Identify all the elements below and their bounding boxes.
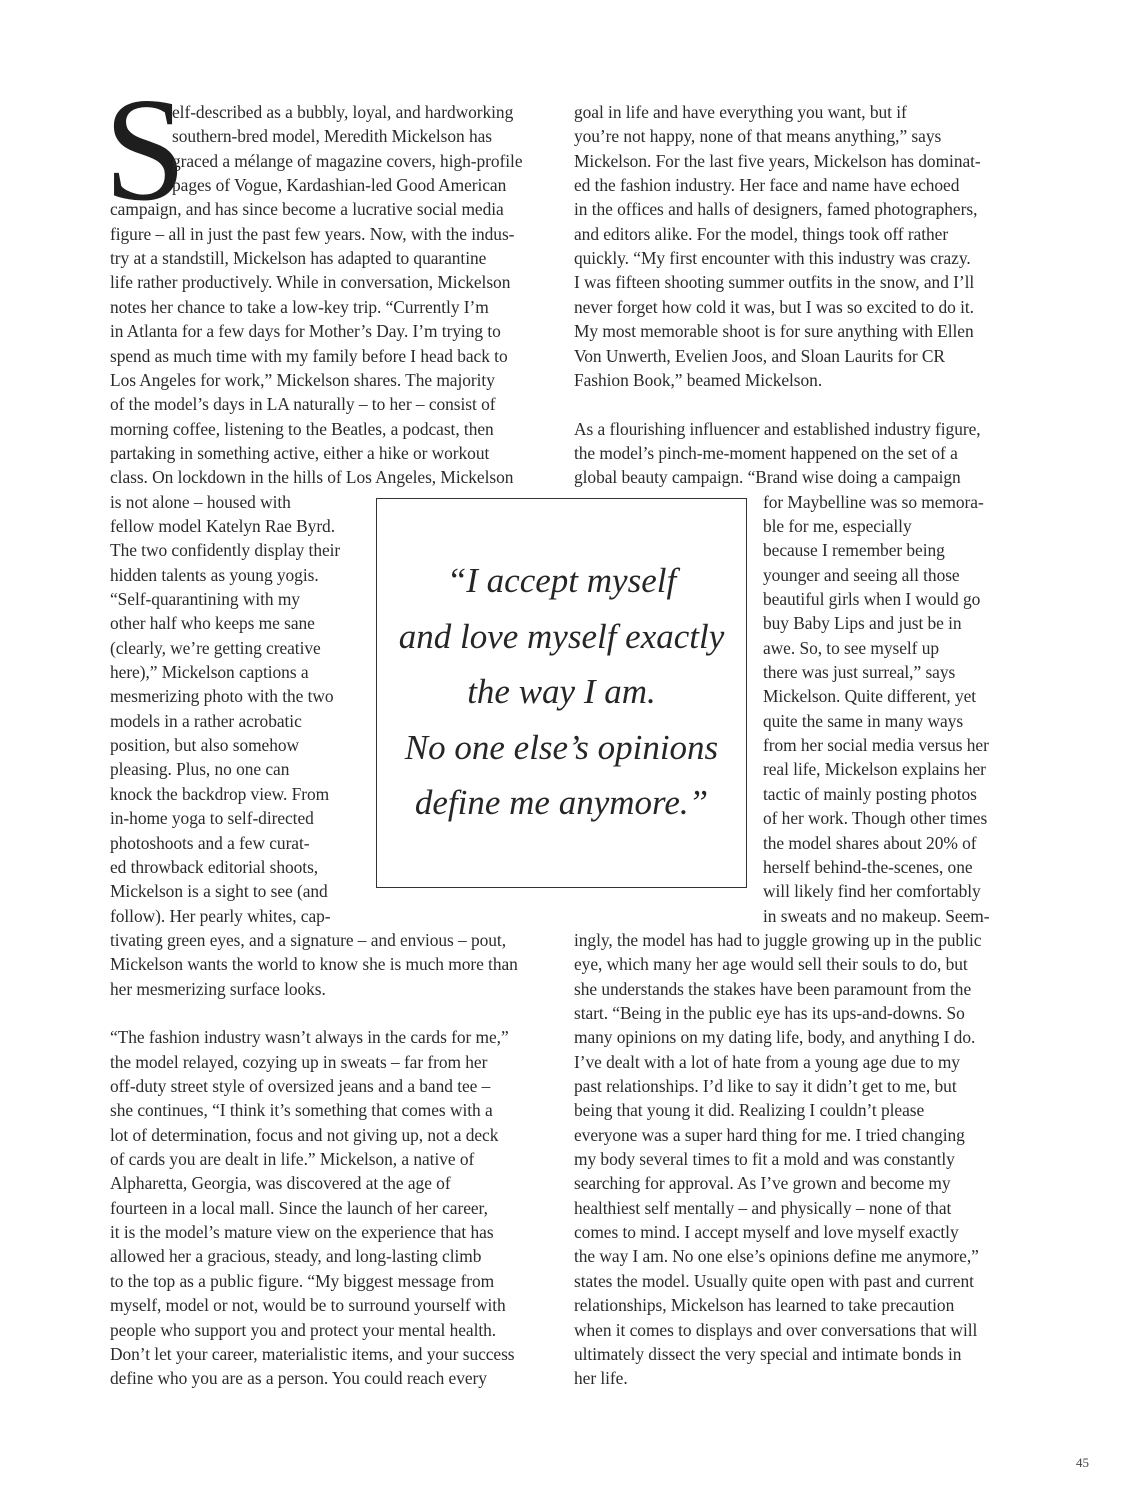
body-text-line: I’ve dealt with a lot of hate from a young age due to my	[574, 1051, 960, 1072]
body-text-line: the model shares about 20% of	[763, 832, 977, 853]
body-text-line: will likely find her comfortably	[763, 881, 981, 902]
body-text-line: here),” Mickelson captions a	[110, 662, 309, 683]
body-text-line: never forget how cold it was, but I was so excited to do it.	[574, 296, 974, 317]
body-text-line: lot of determination, focus and not giving up, not a deck	[110, 1124, 499, 1145]
body-text-line: mesmerizing photo with the two	[110, 686, 334, 707]
body-text-line: pages of Vogue, Kardashian-led Good American	[172, 175, 507, 196]
body-text-line: tactic of mainly posting photos	[763, 783, 977, 804]
body-text-line: partaking in something active, either a hike or workout	[110, 442, 490, 463]
body-text-line: Fashion Book,” beamed Mickelson.	[574, 369, 823, 390]
body-text-line: position, but also somehow	[110, 735, 300, 756]
body-text-line: she continues, “I think it’s something that comes with a	[110, 1100, 493, 1121]
body-text-line: awe. So, to see myself up	[763, 637, 940, 658]
body-text-line: from her social media versus her	[763, 735, 989, 756]
pull-quote-line: “I accept myself	[446, 561, 677, 600]
body-text-line: Von Unwerth, Evelien Joos, and Sloan Laurits for CR	[574, 345, 945, 366]
body-text-line: states the model. Usually quite open with past and current	[574, 1270, 974, 1291]
body-text-line: there was just surreal,” says	[763, 662, 956, 683]
body-text-line: being that young it did. Realizing I couldn’t please	[574, 1100, 925, 1121]
body-text-line: people who support you and protect your mental health.	[110, 1319, 497, 1340]
body-text-line: the model’s pinch-me-moment happened on the set of a	[574, 442, 958, 463]
body-text-line: pleasing. Plus, no one can	[110, 759, 290, 780]
body-text-line: elf-described as a bubbly, loyal, and hardworking	[172, 102, 514, 122]
body-text-line: knock the backdrop view. From	[110, 783, 330, 804]
body-text-line: you’re not happy, none of that means anything,” says	[574, 126, 942, 147]
body-text-line: hidden talents as young yogis.	[110, 564, 319, 585]
body-text-line: ingly, the model has had to juggle growing up in the public	[574, 929, 982, 950]
body-text-line: fellow model Katelyn Rae Byrd.	[110, 515, 336, 536]
body-text-line: ed throwback editorial shoots,	[110, 856, 319, 877]
body-text-line: class. On lockdown in the hills of Los Angeles, Mickelson	[110, 467, 514, 488]
body-text-line: southern-bred model, Meredith Mickelson has	[172, 126, 492, 147]
body-text-line: I was fifteen shooting summer outfits in the snow, and I’ll	[574, 272, 975, 293]
body-text-line: Los Angeles for work,” Mickelson shares. The majority	[110, 369, 495, 390]
body-text-line: to the top as a public figure. “My biggest message from	[110, 1270, 495, 1291]
body-text-line: the model relayed, cozying up in sweats – far from her	[110, 1051, 488, 1072]
body-text-line: myself, model or not, would be to surround yourself with	[110, 1295, 506, 1316]
body-text-line: ultimately dissect the very special and intimate bonds in	[574, 1343, 962, 1364]
body-text-line: ed the fashion industry. Her face and name have echoed	[574, 175, 960, 196]
body-text-line: many opinions on my dating life, body, and anything I do.	[574, 1027, 976, 1048]
body-text-line: and editors alike. For the model, things took off rather	[574, 223, 949, 244]
pull-quote-line: and love myself exactly	[398, 616, 725, 656]
body-text-line: past relationships. I’d like to say it didn’t get to me, but	[574, 1076, 957, 1096]
pull-quote-line: No one else’s opinions	[404, 727, 719, 767]
page-number: 45	[1076, 1455, 1089, 1470]
body-text-line: beautiful girls when I would go	[763, 589, 981, 609]
body-text-line: “Self-quarantining with my	[110, 589, 300, 609]
body-text-line: (clearly, we’re getting creative	[110, 637, 321, 658]
body-text-line: The two confidently display their	[110, 540, 341, 561]
body-text-line: eye, which many her age would sell their souls to do, but	[574, 954, 968, 975]
body-text-line: allowed her a gracious, steady, and long-lasting climb	[110, 1246, 482, 1267]
body-text-line: tivating green eyes, and a signature – and envious – pout,	[110, 929, 507, 950]
body-text-line: when it comes to displays and over conversations that will	[574, 1319, 978, 1340]
body-text-line: define who you are as a person. You could reach every	[110, 1368, 487, 1389]
body-text-line: Mickelson. Quite different, yet	[763, 686, 977, 707]
body-text-line: notes her chance to take a low-key trip. “Currently I’m	[110, 296, 489, 317]
body-text-line: models in a rather acrobatic	[110, 710, 302, 731]
body-text-line: ble for me, especially	[763, 515, 912, 536]
body-text-line: start. “Being in the public eye has its ups-and-downs. So	[574, 1002, 965, 1023]
body-text-line: searching for approval. As I’ve grown and become my	[574, 1173, 951, 1194]
body-text-line: campaign, and has since become a lucrative social media	[110, 199, 504, 220]
body-text-line: Mickelson. For the last five years, Mickelson has dominat-	[574, 150, 981, 171]
pull-quote-line: the way I am.	[467, 672, 656, 711]
body-text-line: of her work. Though other times	[763, 808, 988, 829]
body-text-line: off-duty street style of oversized jeans and a band tee –	[110, 1076, 491, 1096]
body-text-line: My most memorable shoot is for sure anything with Ellen	[574, 321, 974, 342]
body-text-line: comes to mind. I accept myself and love myself exactly	[574, 1222, 959, 1243]
body-text-line: spend as much time with my family before I head back to	[110, 345, 508, 366]
pull-quote-box	[376, 498, 747, 888]
body-text-line: is not alone – housed with	[110, 491, 291, 512]
body-text-line: other half who keeps me sane	[110, 613, 315, 634]
body-text-line: for Maybelline was so memora-	[763, 491, 984, 512]
body-text-line: Alpharetta, Georgia, was discovered at the age of	[110, 1173, 451, 1194]
body-text-line: real life, Mickelson explains her	[763, 759, 986, 780]
body-text-line: quite the same in many ways	[763, 710, 964, 731]
body-text-line: relationships, Mickelson has learned to take precaution	[574, 1295, 955, 1316]
body-text-line: global beauty campaign. “Brand wise doing a campaign	[574, 467, 961, 488]
body-text-line: her mesmerizing surface looks.	[110, 978, 326, 999]
body-text-line: As a flourishing influencer and established industry figure,	[574, 418, 981, 439]
body-text-line: it is the model’s mature view on the experience that has	[110, 1222, 494, 1243]
body-text-line: follow). Her pearly whites, cap-	[110, 905, 331, 926]
body-text-line: photoshoots and a few curat-	[110, 832, 310, 853]
body-text-line: Mickelson is a sight to see (and	[110, 881, 328, 902]
body-text-line: of the model’s days in LA naturally – to her – consist of	[110, 394, 496, 415]
body-text-line: “The fashion industry wasn’t always in the cards for me,”	[110, 1027, 509, 1048]
body-text-line: everyone was a super hard thing for me. I tried changing	[574, 1124, 965, 1145]
body-text-line: because I remember being	[763, 540, 945, 561]
body-text-line: try at a standstill, Mickelson has adapted to quarantine	[110, 248, 487, 269]
body-text-line: graced a mélange of magazine covers, high-profile	[172, 150, 523, 171]
body-text-line: my body several times to fit a mold and was constantly	[574, 1149, 955, 1170]
body-text-line: in the offices and halls of designers, famed photographers,	[574, 199, 978, 220]
body-text-line: younger and seeing all those	[763, 564, 960, 585]
body-text-line: herself behind-the-scenes, one	[763, 856, 973, 877]
pull-quote-line: define me anymore.”	[414, 783, 709, 822]
body-text-line: quickly. “My first encounter with this industry was crazy.	[574, 248, 971, 269]
body-text-line: healthiest self mentally – and physically – none of that	[574, 1197, 952, 1218]
body-text-line: Don’t let your career, materialistic items, and your success	[110, 1343, 515, 1364]
body-text-line: Mickelson wants the world to know she is much more than	[110, 954, 518, 975]
body-text-line: her life.	[574, 1368, 628, 1389]
body-text-line: in-home yoga to self-directed	[110, 808, 314, 829]
body-text-line: in sweats and no makeup. Seem-	[763, 905, 990, 926]
body-text-line: fourteen in a local mall. Since the launch of her career,	[110, 1197, 488, 1218]
body-text-line: the way I am. No one else’s opinions define me anymore,”	[574, 1246, 979, 1267]
drop-cap: S	[104, 68, 187, 232]
body-text-line: in Atlanta for a few days for Mother’s Day. I’m trying to	[110, 321, 501, 342]
body-text-line: buy Baby Lips and just be in	[763, 613, 962, 634]
body-text-line: goal in life and have everything you want, but if	[574, 102, 907, 122]
body-text-line: of cards you are dealt in life.” Mickelson, a native of	[110, 1149, 475, 1170]
body-text-line: life rather productively. While in conversation, Mickelson	[110, 272, 511, 293]
body-text-line: she understands the stakes have been paramount from the	[574, 978, 972, 999]
body-text-line: morning coffee, listening to the Beatles, a podcast, then	[110, 418, 494, 439]
body-text-line: figure – all in just the past few years. Now, with the indus-	[110, 223, 515, 244]
